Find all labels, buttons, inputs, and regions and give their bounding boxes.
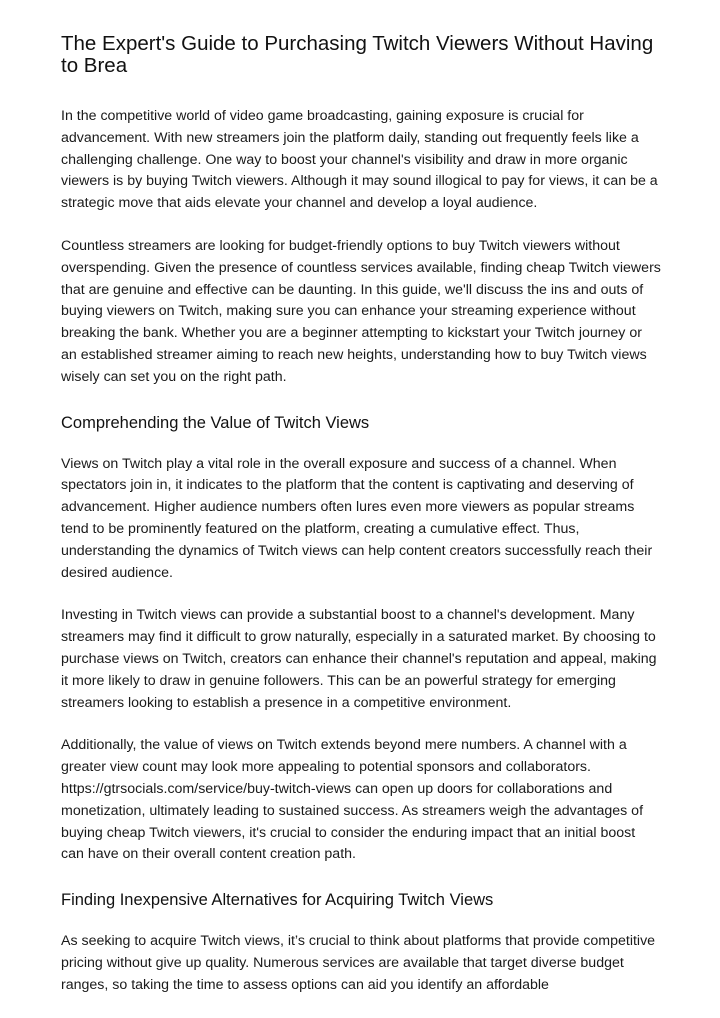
section-2-paragraph-1: As seeking to acquire Twitch views, it’s crucial to think about platforms that provide competitive pricing without give up quality. Numerous services are available that target diverse budget ranges, so taking the time to assess options can aid you identify an affordable [61, 933, 656, 993]
section-1-paragraph-3: Additionally, the value of views on Twitch extends beyond mere numbers. A channel with a greater view count may look more appealing to potential sponsors and collaborators. https://gtrsocials.com/service/buy-twitch-views can open up doors for collaborations and monetization, ultimately leading to sustained success. As streamers weigh the advantages of buying cheap Twitch viewers, it's crucial to consider the enduring impact that an initial boost can have on their overall content creation path. [61, 737, 644, 863]
section-1-paragraph-2: Investing in Twitch views can provide a substantial boost to a channel's development. Many streamers may find it difficult to grow naturally, especially in a saturated market. By choosing to purchase views on Twitch, creators can enhance their channel's reputation and appeal, making it more likely to draw in genuine followers. This can be an powerful strategy for emerging streamers looking to establish a presence in a competitive environment. [61, 607, 657, 711]
document-page [61, 33, 661, 1018]
section-heading-value-of-views: Comprehending the Value of Twitch Views [61, 413, 370, 432]
document-title: The Expert's Guide to Purchasing Twitch Viewers Without Having to Brea [61, 32, 654, 77]
intro-paragraph-2: Countless streamers are looking for budget-friendly options to buy Twitch viewers without overspending. Given the presence of countless services available, finding cheap Twitch viewers that are genuine and effective can be daunting. In this guide, we'll discuss the ins and outs of buying viewers on Twitch, making sure you can enhance your streaming experience without breaking the bank. Whether you are a beginner attempting to kickstart your Twitch journey or an established streamer aiming to reach new heights, understanding how to buy Twitch views wisely can set you on the right path. [61, 237, 661, 385]
section-1-paragraph-1: Views on Twitch play a vital role in the overall exposure and success of a channel. When spectators join in, it indicates to the platform that the content is captivating and deserving of advancement. Higher audience numbers often lures even more viewers as popular streams tend to be prominently featured on the platform, creating a cumulative effect. Thus, understanding the dynamics of Twitch views can help content creators successfully reach their desired audience. [61, 455, 653, 581]
intro-paragraph-1: In the competitive world of video game broadcasting, gaining exposure is crucial for advancement. With new streamers join the platform daily, standing out frequently feels like a challenging challenge. One way to boost your channel's visibility and draw in more organic viewers is by buying Twitch viewers. Although it may sound illogical to pay for views, it can be a strategic move that aids elevate your channel and develop a loyal audience. [61, 108, 658, 212]
section-heading-inexpensive-alternatives: Finding Inexpensive Alternatives for Acquiring Twitch Views [61, 891, 494, 910]
